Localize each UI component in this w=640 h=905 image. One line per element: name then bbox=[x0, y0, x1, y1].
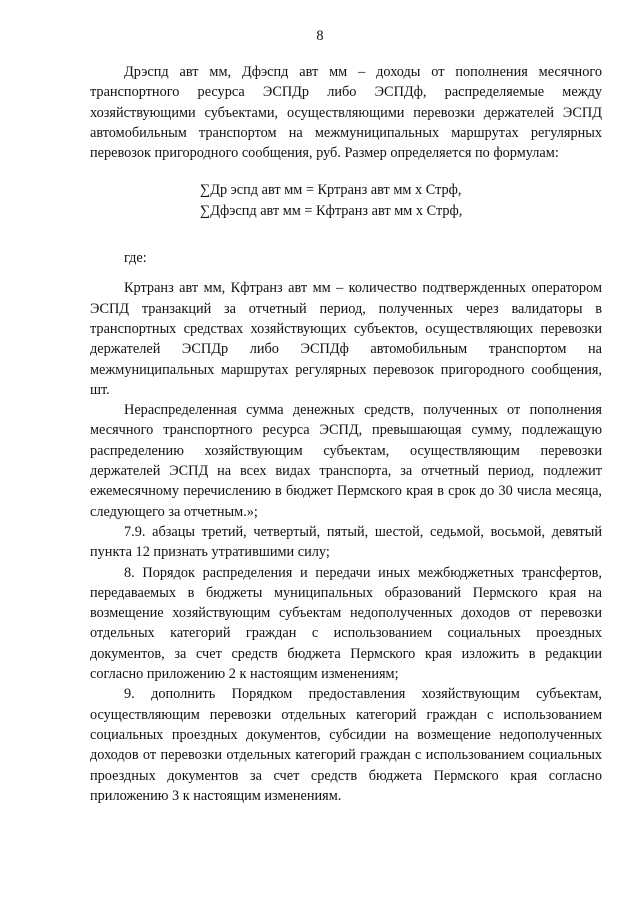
paragraph-item-8: 8. Порядок распределения и передачи иных межбюджетных трансфертов, передаваемых в бюджеты муниципальных образований Пермского края на возмещение хозяйствующим субъектам недополученных доходов от перевозки отдельных категорий граждан с использованием социальных проездных документов, за счет средств бюджета Пермского края изложить в редакции согласно приложению 2 к настоящим изменениям; bbox=[90, 564, 602, 683]
formula-dr: ∑Др эспд авт мм = Кртранз авт мм х Стрф, bbox=[200, 182, 462, 199]
formula-block bbox=[90, 180, 602, 221]
document-body bbox=[90, 62, 602, 806]
paragraph-transactions-definition: Кртранз авт мм, Кфтранз авт мм – количество подтвержденных оператором ЭСПД транзакций за отчетный период, полученных через валидаторы в транспортных средствах хозяйствующих субъектов, осуществляющих перевозки держателей ЭСПДр либо ЭСПДф автомобильным транспортом на межмуниципальных маршрутах регулярных перевозок пригородного сообщения, шт. bbox=[90, 280, 602, 398]
formula-df: ∑Дфэспд авт мм = Кфтранз авт мм х Стрф, bbox=[200, 202, 463, 219]
paragraph-item-9: 9. дополнить Порядком предоставления хозяйствующим субъектам, осуществляющим перевозки отдельных категорий граждан с использованием социальных проездных документов, субсидии на возмещение недополученных доходов от перевозки отдельных категорий граждан с использованием социальных проездных документов за счет средств бюджета Пермского края согласно приложению 3 к настоящим изменениям. bbox=[90, 686, 602, 804]
page-number: 8 bbox=[316, 28, 324, 44]
where-label: где: bbox=[124, 250, 147, 267]
paragraph-income-definition: Дрэспд авт мм, Дфэспд авт мм – доходы от пополнения месячного транспортного ресурса ЭСПДр либо ЭСПДф, распределяемые между хозяйствующими субъектами, осуществляющими перевозки держателей ЭСПД автомобильным транспортом на межмуниципальных маршрутах регулярных перевозок пригородного сообщения, руб. Размер определяется по формулам: bbox=[90, 64, 602, 162]
paragraph-item-7-9: 7.9. абзацы третий, четвертый, пятый, шестой, седьмой, восьмой, девятый пункта 12 признать утратившими силу; bbox=[90, 523, 602, 561]
paragraph-undistributed-sum: Нераспределенная сумма денежных средств, полученных от пополнения месячного транспортного ресурса ЭСПД, превышающая сумму, подлежащую распределению хозяйствующим субъектам, осуществляющим перевозки держателей ЭСПД на всех видах транспорта, за отчетный период, подлежит ежемесячному перечислению в бюджет Пермского края в срок до 30 числа месяца, следующего за отчетным.»; bbox=[90, 402, 602, 520]
